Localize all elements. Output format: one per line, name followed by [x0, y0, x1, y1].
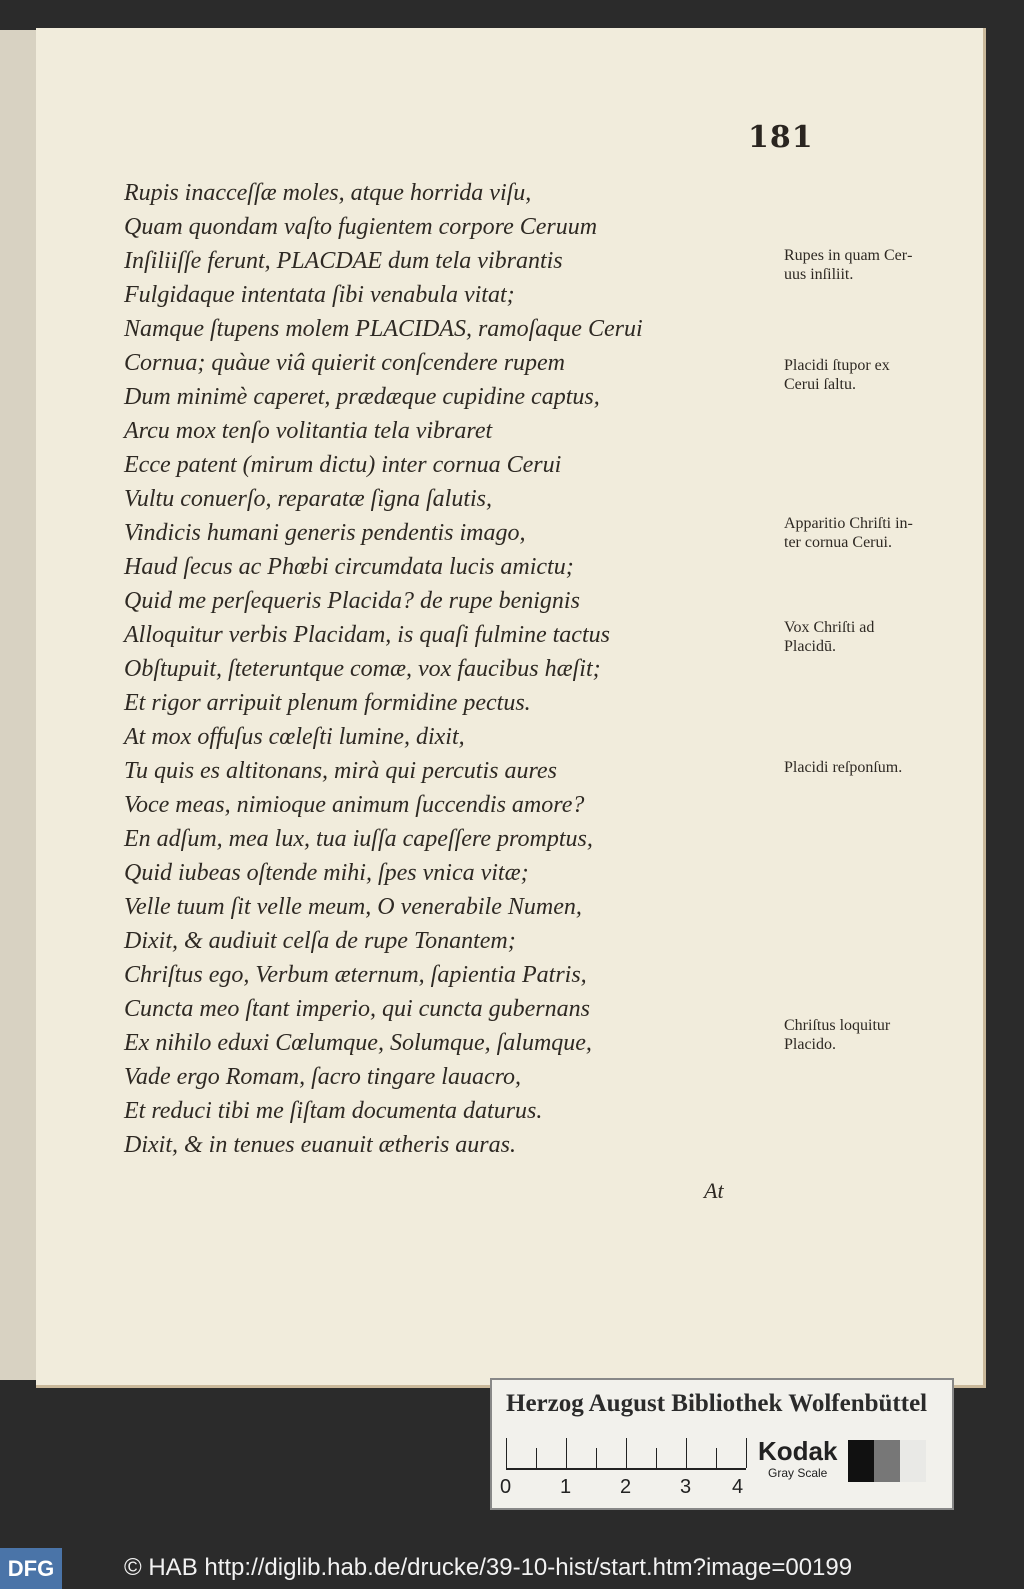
book-page [36, 28, 986, 1388]
verse-line: Et reduci tibi me ſiſtam documenta daturus. [124, 1098, 543, 1124]
ruler-number: 3 [680, 1476, 692, 1498]
marginal-note: Placidi reſponſum. [784, 759, 903, 776]
ruler-tick [716, 1448, 717, 1468]
source-url[interactable]: © HAB http://diglib.hab.de/drucke/39-10-hist/start.htm?image=00199 [124, 1554, 853, 1581]
measurement-ruler [506, 1438, 746, 1470]
verse-line: Cornua; quàue viâ quierit conſcendere rupem [124, 350, 566, 376]
verse-line: Namque ſtupens molem PLACIDAS, ramoſaque Cerui [124, 316, 643, 342]
verse-line: Rupis inacceſſæ moles, atque horrida viſu, [124, 180, 532, 206]
dfg-logo: DFG [0, 1548, 62, 1589]
ruler-tick [536, 1448, 537, 1468]
gray-swatch-mid [874, 1440, 900, 1482]
verse-text [124, 176, 824, 1162]
marginal-note: Vox Chriſti ad Placidū. [784, 619, 875, 655]
verse-line: Vultu conuerſo, reparatæ ſigna ſalutis, [124, 486, 492, 512]
verse-line: Quam quondam vaſto fugientem corpore Ceruum [124, 214, 598, 240]
gray-swatch-black [848, 1440, 874, 1482]
verse-line: Haud ſecus ac Phœbi circumdata lucis amictu; [124, 554, 574, 580]
ruler-tick [566, 1438, 567, 1468]
kodak-logo: Kodak [758, 1436, 838, 1466]
verse-line: At mox offuſus cœleſti lumine, dixit, [124, 724, 465, 750]
gray-swatch-white [900, 1440, 926, 1482]
verse-line: Vade ergo Romam, ſacro tingare lauacro, [124, 1064, 522, 1090]
ruler-tick [746, 1438, 747, 1468]
verse-line: Dum minimè caperet, prædæque cupidine captus, [124, 384, 600, 410]
gray-scale-label: Gray Scale [768, 1466, 828, 1480]
page-number: 181 [748, 120, 814, 155]
verse-line: Ecce patent (mirum dictu) inter cornua Cerui [124, 452, 562, 478]
library-name: Herzog August Bibliothek Wolfenbüttel [506, 1390, 928, 1417]
verse-line: Quid me perſequeris Placida? de rupe benignis [124, 588, 580, 614]
verse-line: Cuncta meo ſtant imperio, qui cuncta gubernans [124, 996, 590, 1022]
verse-line: Chriſtus ego, Verbum æternum, ſapientia Patris, [124, 962, 587, 988]
marginal-note: Chriſtus loquitur Placido. [784, 1017, 891, 1053]
marginal-note: Rupes in quam Ceruus inſiliit. [784, 247, 913, 283]
verse-line: Tu quis es altitonans, mirà qui percutis aures [124, 758, 557, 784]
facing-page-edge [0, 30, 40, 1380]
marginal-note: Apparitio Chriſti inter cornua Cerui. [784, 515, 913, 551]
verse-line: Dixit, & audiuit celſa de rupe Tonantem; [124, 928, 516, 954]
verse-line: En adſum, mea lux, tua iuſſa capeſſere promptus, [124, 826, 593, 852]
verse-line: Vindicis humani generis pendentis imago, [124, 520, 526, 546]
ruler-tick [506, 1438, 507, 1468]
ruler-tick [686, 1438, 687, 1468]
verse-line: Fulgidaque intentata ſibi venabula vitat; [124, 282, 515, 308]
ruler-number: 2 [620, 1476, 632, 1498]
verse-line: Inſiliiſſe ferunt, PLACDAE dum tela vibrantis [124, 248, 563, 274]
color-scale-card [490, 1378, 954, 1510]
verse-line: Voce meas, nimioque animum ſuccendis amore? [124, 792, 585, 818]
ruler-tick [596, 1448, 597, 1468]
ruler-tick [656, 1448, 657, 1468]
marginal-note: Placidi ſtupor ex Cerui ſaltu. [784, 357, 890, 393]
catchword: At [704, 1178, 724, 1203]
verse-line: Ex nihilo eduxi Cœlumque, Solumque, ſalumque, [124, 1030, 592, 1056]
verse-line: Obſtupuit, ſteteruntque comæ, vox faucibus hæſit; [124, 656, 601, 682]
verse-line: Dixit, & in tenues euanuit ætheris auras. [124, 1132, 516, 1158]
verse-line: Velle tuum ſit velle meum, O venerabile Numen, [124, 894, 582, 920]
footer-bar [0, 1548, 1024, 1589]
verse-line: Quid iubeas oſtende mihi, ſpes vnica vitæ; [124, 860, 529, 886]
verse-line: Et rigor arripuit plenum formidine pectus. [124, 690, 531, 716]
ruler-number: 1 [560, 1476, 572, 1498]
ruler-tick [626, 1438, 627, 1468]
ruler-number: 4 [732, 1476, 744, 1498]
verse-line: Arcu mox tenſo volitantia tela vibraret [124, 418, 493, 444]
ruler-number: 0 [500, 1476, 512, 1498]
verse-line: Alloquitur verbis Placidam, is quaſi fulmine tactus [124, 622, 610, 648]
